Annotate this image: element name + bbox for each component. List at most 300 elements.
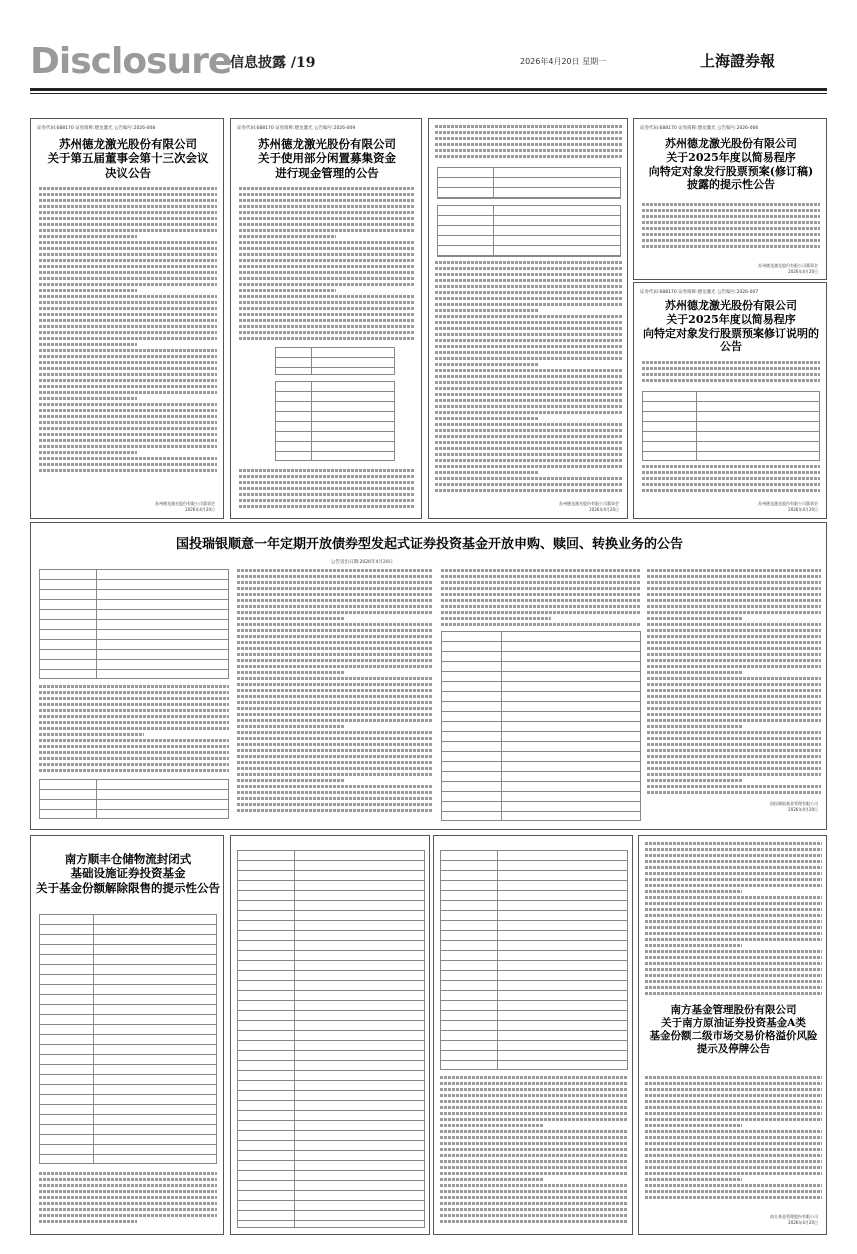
text-line: [39, 319, 217, 322]
text-line: [435, 291, 623, 294]
text-line: [239, 289, 336, 292]
text-line: [647, 767, 821, 770]
text-line: [435, 309, 538, 312]
text-line: [435, 369, 623, 372]
text-line: [642, 361, 820, 364]
text-line: [39, 253, 217, 256]
text-line: [39, 385, 217, 388]
text-line: [645, 950, 822, 953]
text-line: [440, 1184, 628, 1187]
text-line: [435, 327, 623, 330]
text-line: [237, 599, 433, 602]
text-line: [237, 779, 345, 782]
text-line: [39, 259, 217, 262]
text-line: [39, 733, 144, 736]
text-line: [239, 211, 415, 214]
text-line: [39, 223, 217, 226]
text-line: [647, 653, 821, 656]
text-line: [39, 1220, 137, 1223]
text-line: [237, 749, 433, 752]
text-line: [435, 387, 623, 390]
text-line: [642, 221, 820, 224]
text-line: [440, 1136, 628, 1139]
notice-title: 南方基金管理股份有限公司 关于南方原油证券投资基金A类 基金份额二级市场交易价格溢价风险 提示及停牌公告: [649, 1004, 818, 1056]
text-line: [647, 623, 821, 626]
text-line: [239, 241, 415, 244]
notice-body: [435, 261, 623, 496]
text-line: [239, 229, 415, 232]
data-table: [441, 631, 641, 821]
text-line: [440, 1142, 628, 1145]
header-rule-thin: [30, 93, 827, 94]
text-line: [642, 489, 820, 492]
text-line: [39, 421, 217, 424]
text-line: [645, 1076, 822, 1079]
text-line: [239, 313, 415, 316]
text-line: [642, 203, 820, 206]
text-line: [39, 697, 229, 700]
notice-title: 苏州德龙激光股份有限公司 关于第五届董事会第十三次会议 决议公告: [47, 137, 209, 180]
text-line: [435, 143, 623, 146]
text-line: [39, 703, 229, 706]
text-line: [39, 1184, 217, 1187]
text-line: [645, 884, 822, 887]
text-line: [645, 1118, 822, 1121]
text-line: [237, 611, 433, 614]
text-line: [39, 1202, 217, 1205]
text-line: [647, 635, 821, 638]
text-line: [440, 1100, 628, 1103]
notice-body: [39, 187, 217, 477]
text-line: [440, 1190, 628, 1193]
text-line: [645, 1136, 822, 1139]
text-line: [645, 914, 822, 917]
text-line: [239, 307, 415, 310]
text-line: [237, 683, 433, 686]
text-line: [39, 763, 229, 766]
text-line: [239, 487, 415, 490]
text-line: [237, 701, 433, 704]
text-line: [39, 301, 217, 304]
text-line: [645, 1160, 822, 1163]
text-line: [647, 599, 821, 602]
text-line: [39, 739, 229, 742]
text-line: [435, 279, 623, 282]
notice-reit-unlock: [30, 835, 224, 1235]
text-line: [435, 297, 623, 300]
text-line: [645, 956, 822, 959]
text-line: [440, 1172, 628, 1175]
text-line: [647, 773, 821, 776]
text-line: [440, 1160, 628, 1163]
text-line: [39, 199, 217, 202]
text-line: [440, 1196, 628, 1199]
text-line: [645, 962, 822, 965]
text-line: [39, 469, 217, 472]
text-line: [39, 289, 137, 292]
text-line: [440, 1112, 628, 1115]
text-line: [647, 593, 821, 596]
text-line: [435, 483, 623, 486]
text-line: [39, 367, 217, 370]
text-line: [441, 623, 641, 626]
text-line: [39, 745, 229, 748]
text-line: [239, 499, 415, 502]
text-line: [435, 411, 623, 414]
text-line: [642, 379, 820, 382]
text-line: [39, 415, 217, 418]
text-line: [435, 375, 623, 378]
text-line: [645, 1082, 822, 1085]
text-line: [237, 785, 433, 788]
text-line: [440, 1094, 628, 1097]
text-line: [647, 737, 821, 740]
text-line: [39, 391, 217, 394]
text-line: [440, 1178, 543, 1181]
text-line: [239, 223, 415, 226]
text-line: [39, 463, 217, 466]
text-line: [239, 187, 415, 190]
text-line: [642, 373, 820, 376]
text-line: [435, 261, 623, 264]
section-title: 信息披露 /19: [230, 55, 316, 71]
newspaper-name: 上海證券報: [700, 52, 776, 70]
text-line: [647, 641, 821, 644]
notice-body: [642, 361, 820, 389]
text-line: [645, 932, 822, 935]
text-line: [647, 707, 821, 710]
text-line: [239, 337, 415, 340]
text-line: [39, 1172, 217, 1175]
text-line: [435, 131, 623, 134]
text-line: [39, 445, 217, 448]
text-line: [642, 465, 820, 468]
text-line: [237, 719, 433, 722]
text-line: [645, 1106, 822, 1109]
header-rule: [30, 88, 827, 91]
text-line: [237, 671, 345, 674]
text-line: [440, 1154, 628, 1157]
text-line: [642, 367, 820, 370]
text-line: [39, 685, 229, 688]
brand-logo: Disclosure: [30, 41, 232, 82]
text-line: [435, 285, 623, 288]
data-table: [437, 167, 621, 199]
page-header: [0, 0, 857, 104]
text-line: [441, 605, 641, 608]
text-line: [647, 791, 821, 794]
text-line: [645, 1154, 822, 1157]
data-table: [39, 779, 229, 819]
text-line: [647, 617, 743, 620]
text-line: [435, 321, 623, 324]
text-line: [645, 878, 822, 881]
notice-body: [441, 569, 641, 629]
text-line: [441, 569, 641, 572]
text-line: [440, 1220, 628, 1223]
text-line: [647, 719, 821, 722]
notice-plan-revision: [633, 118, 827, 280]
text-line: [39, 427, 217, 430]
text-line: [39, 433, 217, 436]
text-line: [647, 647, 821, 650]
text-line: [435, 339, 623, 342]
text-line: [239, 295, 415, 298]
text-line: [239, 277, 415, 280]
text-line: [237, 731, 433, 734]
text-line: [647, 731, 821, 734]
notice-body: [239, 469, 415, 513]
text-line: [39, 1214, 217, 1217]
notice-code: 证券代码:688170 证券简称:德龙激光 公告编号:2026-008: [37, 126, 156, 131]
text-line: [237, 725, 345, 728]
text-line: [39, 373, 217, 376]
text-line: [645, 1100, 822, 1103]
text-line: [239, 259, 415, 262]
text-line: [435, 399, 623, 402]
text-line: [39, 247, 217, 250]
text-line: [39, 451, 137, 454]
text-line: [237, 659, 433, 662]
notice-title: 南方顺丰仓储物流封闭式 基础设施证券投资基金 关于基金份额解除限售的提示性公告: [36, 852, 220, 895]
text-line: [647, 755, 821, 758]
text-line: [237, 635, 433, 638]
text-line: [435, 357, 623, 360]
text-line: [645, 1196, 822, 1199]
text-line: [239, 493, 415, 496]
notice-title: 苏州德龙激光股份有限公司 关于2025年度以简易程序 向特定对象发行股票预案修订说明的 公告: [643, 299, 819, 354]
text-line: [440, 1118, 628, 1121]
notice-cash-management: [230, 118, 422, 519]
notice-code: 证券代码:688170 证券简称:德龙激光 公告编号:2026-006: [640, 126, 759, 131]
text-line: [39, 757, 229, 760]
text-line: [39, 313, 217, 316]
notice-signature: 南方基金管理股份有限公司 2026年4月20日: [770, 1214, 818, 1225]
text-line: [645, 920, 822, 923]
text-line: [645, 944, 742, 947]
text-line: [440, 1082, 628, 1085]
text-line: [440, 1124, 543, 1127]
text-line: [645, 1166, 822, 1169]
text-line: [645, 860, 822, 863]
text-line: [645, 1172, 822, 1175]
text-line: [441, 587, 641, 590]
text-line: [39, 1178, 217, 1181]
text-line: [239, 331, 415, 334]
text-line: [39, 229, 217, 232]
notice-signature: 苏州德龙激光股份有限公司董事会 2026年4月20日: [155, 501, 215, 512]
text-line: [647, 689, 821, 692]
text-line: [647, 671, 743, 674]
notice-board-resolution: [30, 118, 224, 519]
text-line: [237, 581, 433, 584]
text-line: [435, 333, 623, 336]
text-line: [647, 695, 821, 698]
text-line: [647, 665, 821, 668]
text-line: [440, 1106, 628, 1109]
text-line: [237, 761, 433, 764]
text-line: [435, 477, 623, 480]
text-line: [647, 587, 821, 590]
notice-body: [39, 685, 229, 775]
text-line: [647, 659, 821, 662]
text-line: [645, 986, 822, 989]
text-line: [441, 617, 551, 620]
text-line: [647, 725, 743, 728]
text-line: [645, 1112, 822, 1115]
text-line: [645, 842, 822, 845]
text-line: [237, 677, 433, 680]
text-line: [237, 665, 433, 668]
text-line: [239, 283, 415, 286]
text-line: [237, 569, 433, 572]
text-line: [647, 779, 743, 782]
text-line: [440, 1202, 628, 1205]
notice-body: [642, 465, 820, 495]
text-line: [239, 193, 415, 196]
text-line: [645, 1148, 822, 1151]
notice-signature: 国投瑞银基金管理有限公司 2026年4月20日: [770, 801, 818, 812]
text-line: [39, 205, 217, 208]
text-line: [441, 611, 641, 614]
text-line: [647, 611, 821, 614]
text-line: [435, 459, 623, 462]
text-line: [645, 980, 822, 983]
text-line: [239, 325, 415, 328]
text-line: [239, 217, 415, 220]
text-line: [39, 727, 229, 730]
notice-title: 国投瑞银顺意一年定期开放债券型发起式证券投资基金开放申购、赎回、转换业务的公告: [175, 537, 683, 552]
text-line: [642, 239, 820, 242]
text-line: [441, 593, 641, 596]
text-line: [39, 277, 217, 280]
notice-continued: [428, 118, 628, 519]
text-line: [39, 379, 217, 382]
text-line: [39, 769, 229, 772]
text-line: [39, 325, 217, 328]
text-line: [237, 797, 433, 800]
text-line: [237, 689, 433, 692]
text-line: [647, 743, 821, 746]
text-line: [642, 483, 820, 486]
notice-body: [239, 187, 415, 347]
text-line: [39, 709, 229, 712]
text-line: [645, 1124, 742, 1127]
text-line: [435, 393, 623, 396]
data-table: [440, 850, 628, 1070]
notice-body: [440, 1076, 628, 1226]
text-line: [239, 301, 415, 304]
text-line: [435, 441, 623, 444]
text-line: [39, 721, 229, 724]
text-line: [39, 343, 137, 346]
text-line: [435, 453, 623, 456]
text-line: [642, 227, 820, 230]
text-line: [642, 209, 820, 212]
text-line: [645, 1142, 822, 1145]
text-line: [239, 199, 415, 202]
text-line: [647, 575, 821, 578]
notice-title: 苏州德龙激光股份有限公司 关于2025年度以简易程序 向特定对象发行股票预案(修订稿) 披露的提示性公告: [648, 137, 814, 192]
text-line: [647, 581, 821, 584]
text-line: [645, 992, 822, 995]
text-line: [39, 409, 217, 412]
text-line: [435, 351, 623, 354]
data-table: [275, 381, 395, 461]
text-line: [642, 245, 820, 248]
text-line: [435, 405, 623, 408]
data-table: [437, 205, 621, 257]
text-line: [237, 623, 433, 626]
notice-body: [237, 569, 433, 819]
issue-date: 2026年4月20日 星期一: [520, 57, 607, 66]
text-line: [39, 457, 217, 460]
text-line: [645, 1190, 822, 1193]
text-line: [435, 447, 623, 450]
text-line: [237, 605, 433, 608]
text-line: [39, 211, 217, 214]
text-line: [647, 683, 821, 686]
text-line: [237, 767, 433, 770]
text-line: [441, 575, 641, 578]
notice-body: [645, 842, 822, 1000]
text-line: [642, 471, 820, 474]
text-line: [645, 872, 822, 875]
notice-signature: 苏州德龙激光股份有限公司董事会 2026年4月20日: [559, 501, 619, 512]
text-line: [645, 968, 822, 971]
text-line: [39, 283, 217, 286]
text-line: [237, 647, 433, 650]
text-line: [435, 423, 623, 426]
notice-code: 证券代码:688170 证券简称:德龙激光 公告编号:2026-009: [237, 126, 356, 131]
text-line: [645, 890, 742, 893]
text-line: [239, 469, 415, 472]
text-line: [239, 505, 415, 508]
text-line: [645, 1088, 822, 1091]
data-table: [275, 347, 395, 375]
text-line: [237, 695, 433, 698]
text-line: [237, 641, 433, 644]
text-line: [39, 295, 217, 298]
text-line: [237, 629, 433, 632]
text-line: [440, 1088, 628, 1091]
text-line: [645, 1130, 822, 1133]
text-line: [39, 355, 217, 358]
text-line: [647, 749, 821, 752]
text-line: [237, 755, 433, 758]
text-line: [435, 345, 623, 348]
text-line: [647, 605, 821, 608]
text-line: [435, 125, 623, 128]
text-line: [642, 477, 820, 480]
text-line: [435, 489, 623, 492]
text-line: [39, 307, 217, 310]
notice-table-continued: [230, 835, 430, 1235]
text-line: [237, 791, 433, 794]
data-table: [642, 391, 820, 461]
text-line: [645, 902, 822, 905]
notice-fund-subscription: [30, 522, 827, 830]
text-line: [647, 677, 821, 680]
text-line: [440, 1208, 628, 1211]
text-line: [647, 761, 821, 764]
text-line: [39, 1190, 217, 1193]
text-line: [435, 429, 623, 432]
text-line: [645, 974, 822, 977]
text-line: [435, 303, 623, 306]
notice-signature: 苏州德龙激光股份有限公司董事会 2026年4月20日: [758, 501, 818, 512]
notice-body: [647, 569, 821, 797]
